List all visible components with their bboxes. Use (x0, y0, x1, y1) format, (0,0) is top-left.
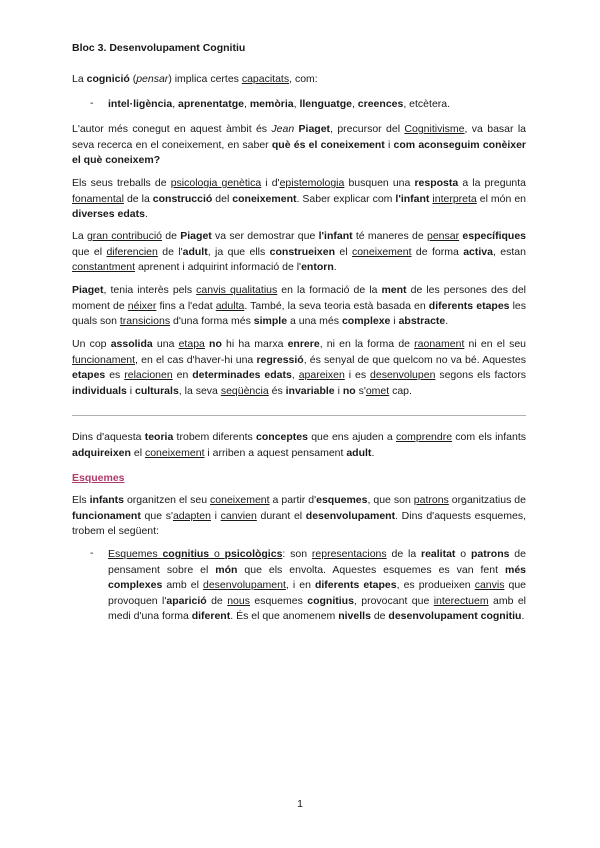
document-title: Bloc 3. Desenvolupament Cognitiu (72, 42, 246, 54)
horizontal-divider (72, 415, 526, 416)
paragraph-etapes: Piaget, tenia interès pels canvis qualitatius en la formació de la ment de les persones des del moment de néixer fins a l'edat adulta. També, la seva teoria està basada en diferents etapes les quals son transicions d'una forma més simple a una més complexe i abstracte. (72, 284, 527, 327)
paragraph-contribucio: La gran contribució de Piaget va ser demostrar que l'infant té maneres de pensar específiques que el diferencien de l'adult, ja que ells construeixen el coneixement de forma activa, estan constantment aprenent i adquirint informació de l'entorn. (72, 230, 527, 273)
document-page: Bloc 3. Desenvolupament Cognitiu La cognició (pensar) implica certes capacitats, com: - intel·ligència, aprenentatge, memòria, llenguatge, creences, etcètera. L'autor més conegut en aquest àmbit és Jean Piaget, precursor del Cognitivisme, va basar la seva recerca en el coneixement, en saber què és el coneixement i com aconseguim conèixer el què coneixem? Els seus treballs de psicologia genètica i d'epistemologia busquen una resposta a la pregunta fonamental de la construcció del coneixement. Saber explicar com l'infant interpreta el món en diverses edats. La gran contribució de Piaget va ser demostrar que l'infant té maneres de pensar específiques que el diferencien de l'adult, ja que ells construeixen el coneixement de forma activa, estan constantment aprenent i adquirint informació de l'entorn. Piaget, tenia interès pels canvis qualitatius en la formació de la ment de les persones des del moment de néixer fins a l'edat adulta. També, la seva teoria està basada en diferents etapes les quals son transicions d'una forma més simple a una més complexe i abstracte. Un cop assolida una etapa no hi ha marxa enrere, ni en la forma de raonament ni en el seu funcionament, en el cas d'haver-hi una regressió, és senyal de que quelcom no va bé. Aquestes etapes es relacionen en determinades edats, apareixen i es desenvolupen segons els factors individuals i culturals, la seva seqüència és invariable i no s'omet cap. Dins d'aquesta teoria trobem diferents conceptes que ens ajuden a comprendre com els infants adquireixen el coneixement i arriben a aquest pensament adult. Esquemes Els infants organitzen el seu coneixement a partir d'esquemes, que son patrons organitzatius de funcionament que s'adapten i canvien durant el desenvolupament. Dins d'aquests esquemes, trobem el següent: - Esquemes cognitius o psicològics: son representacions de la realitat o patrons de pensament sobre el món que els envolta. Aquestes esquemes es van fent més complexes amb el desenvolupament, i en diferents etapes, es produeixen canvis que provoquen l'aparició de nous esquemes cognitius, provocant que interectuem amb el medi d'una forma diferent. És el que anomenem nivells de desenvolupament cognitiu. 1 (0, 0, 600, 848)
paragraph-treballs: Els seus treballs de psicologia genètica i d'epistemologia busquen una resposta a la pregunta fonamental de la construcció del coneixement. Saber explicar com l'infant interpreta el món en diverses edats. (72, 177, 527, 220)
bullet-dash: - (90, 547, 94, 559)
intro-paragraph: La cognició (pensar) implica certes capacitats, com: (72, 73, 318, 85)
paragraph-teoria: Dins d'aquesta teoria trobem diferents conceptes que ens ajuden a comprendre com els infants adquireixen el coneixement i arriben a aquest pensament adult. (72, 431, 527, 459)
paragraph-piaget: L'autor més conegut en aquest àmbit és Jean Piaget, precursor del Cognitivisme, va basar la seva recerca en el coneixement, en saber què és el coneixement i com aconseguim conèixer el què coneixem? (72, 123, 527, 166)
paragraph-esquemes: Els infants organitzen el seu coneixement a partir d'esquemes, que son patrons organitzatius de funcionament que s'adapten i canvien durant el desenvolupament. Dins d'aquests esquemes, trobem el següent: (72, 494, 527, 537)
bullet-dash: - (90, 97, 94, 109)
paragraph-assolida: Un cop assolida una etapa no hi ha marxa enrere, ni en la forma de raonament ni en el seu funcionament, en el cas d'haver-hi una regressió, és senyal de que quelcom no va bé. Aquestes etapes es relacionen en determinades edats, apareixen i es desenvolupen segons els factors individuals i culturals, la seva seqüència és invariable i no s'omet cap. (72, 338, 527, 397)
section-heading-esquemes: Esquemes (72, 472, 125, 484)
page-number: 1 (297, 798, 303, 810)
